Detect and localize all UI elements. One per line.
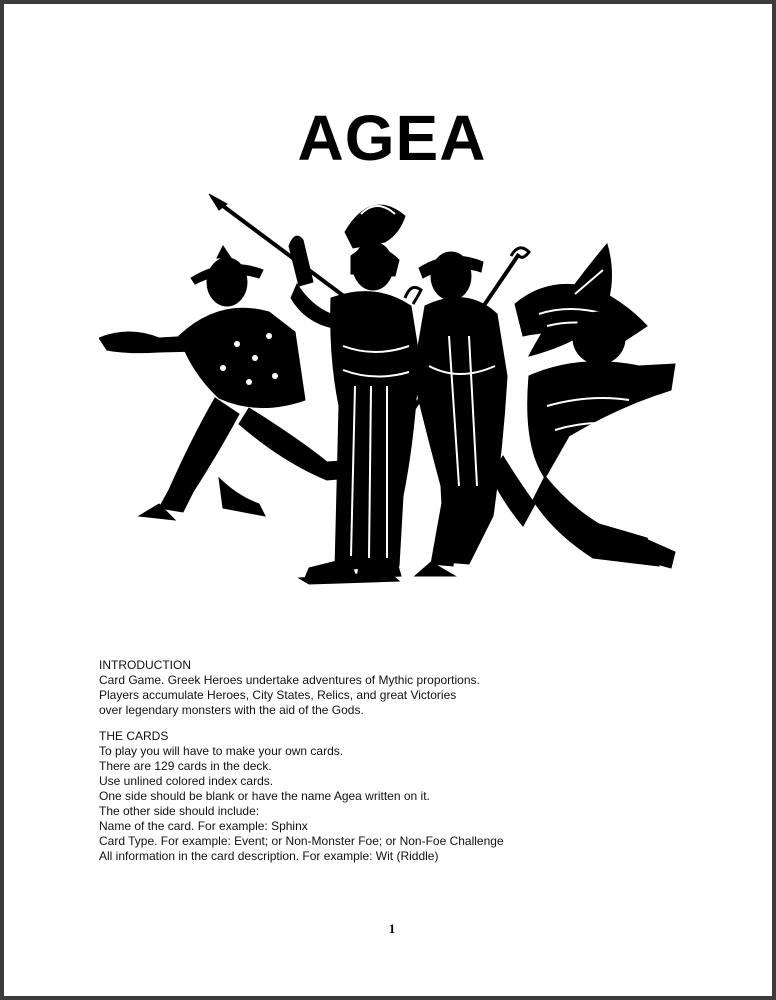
paragraph-line: Players accumulate Heroes, City States, Relics, and great Victories [99,688,457,702]
paragraph-line: Name of the card. For example: Sphinx [99,819,308,833]
paragraph-line: One side should be blank or have the name Agea written on it. [99,789,430,803]
paragraph-line: There are 129 cards in the deck. [99,759,272,773]
page-number: 1 [388,921,396,936]
paragraph-line: To play you will have to make your own cards. [99,744,344,758]
section-heading: INTRODUCTION [99,658,191,672]
paragraph-line: Card Type. For example: Event; or Non-Monster Foe; or Non-Foe Challenge [99,834,504,848]
the-cards-section [99,729,659,864]
paragraph-line: All information in the card description. For example: Wit (Riddle) [99,849,439,863]
paragraph-line: Use unlined colored index cards. [99,774,274,788]
paragraph-line: Card Game. Greek Heroes undertake adventures of Mythic proportions. [99,673,480,687]
introduction-section [99,658,659,718]
section-heading: THE CARDS [99,729,169,743]
figure-winged-right [491,244,675,568]
paragraph-line: over legendary monsters with the aid of the Gods. [99,703,364,717]
document-title: AGEA [297,102,487,174]
figure-athena [289,205,419,578]
greek-vase-figures-illustration [99,186,679,586]
paragraph-line: The other side should include: [99,804,260,818]
